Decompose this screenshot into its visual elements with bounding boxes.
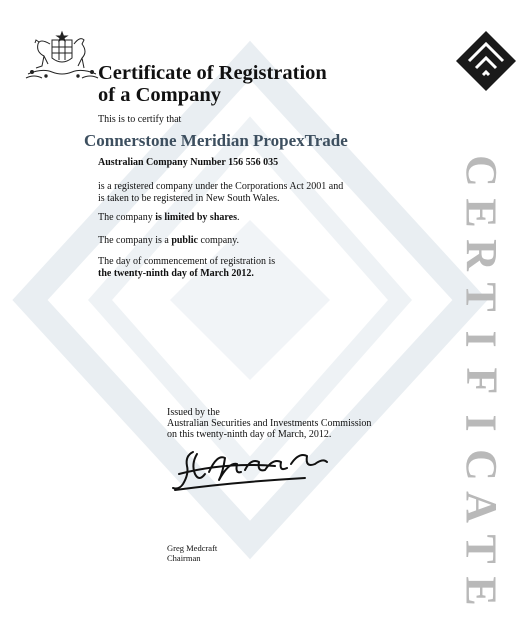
company-name: Connerstone Meridian PropexTrade: [84, 131, 348, 150]
title-line-2: of a Company: [98, 84, 222, 106]
registration-statement: [98, 181, 343, 204]
vertical-letter: E: [456, 576, 506, 606]
certify-text: This is to certify that: [98, 114, 182, 125]
registration-line-2: is taken to be registered in New South Wales.: [98, 192, 280, 204]
certificate-title: [98, 62, 327, 106]
company-type-statement: [98, 235, 239, 247]
title-line-1: Certificate of Registration: [98, 62, 327, 84]
signatory-block: [167, 544, 217, 563]
asic-logo-icon: [455, 30, 517, 92]
company-number: Australian Company Number 156 556 035: [98, 157, 279, 168]
issued-by-block: [167, 408, 371, 440]
vertical-letter: C: [457, 155, 506, 187]
vertical-letter: R: [457, 239, 506, 271]
vertical-letter: E: [456, 198, 506, 228]
vertical-certificate-word: [456, 150, 506, 606]
liability-suffix: .: [236, 212, 240, 223]
vertical-letter: I: [457, 414, 506, 432]
commencement-date: the twenty-ninth day of March 2012.: [98, 267, 254, 279]
issued-line-1: Issued by the: [167, 407, 220, 418]
coat-of-arms-icon: [22, 30, 102, 84]
liability-type: is limited by shares: [155, 212, 237, 223]
liability-prefix: The company: [98, 212, 156, 223]
commencement-line-1: The day of commencement of registration is: [98, 256, 276, 267]
commencement-statement: [98, 256, 275, 279]
vertical-letter: C: [457, 449, 506, 481]
vertical-letter: T: [456, 282, 506, 312]
signatory-role: Chairman: [167, 552, 201, 563]
issued-line-2: Australian Securities and Investments Commission: [167, 417, 372, 429]
vertical-letter: A: [457, 491, 506, 523]
company-type-prefix: The company is a: [98, 235, 172, 246]
liability-statement: [98, 212, 239, 224]
vertical-letter: T: [456, 534, 506, 564]
issued-line-3: on this twenty-ninth day of March, 2012.: [167, 428, 332, 440]
registration-line-1: is a registered company under the Corporations Act 2001 and: [98, 181, 344, 192]
company-type-suffix: company.: [198, 235, 240, 246]
signatory-name: Greg Medcraft: [167, 543, 218, 553]
vertical-letter: F: [456, 367, 506, 395]
vertical-letter: I: [457, 330, 506, 348]
signature-icon: [165, 444, 340, 494]
company-type: public: [171, 235, 198, 246]
